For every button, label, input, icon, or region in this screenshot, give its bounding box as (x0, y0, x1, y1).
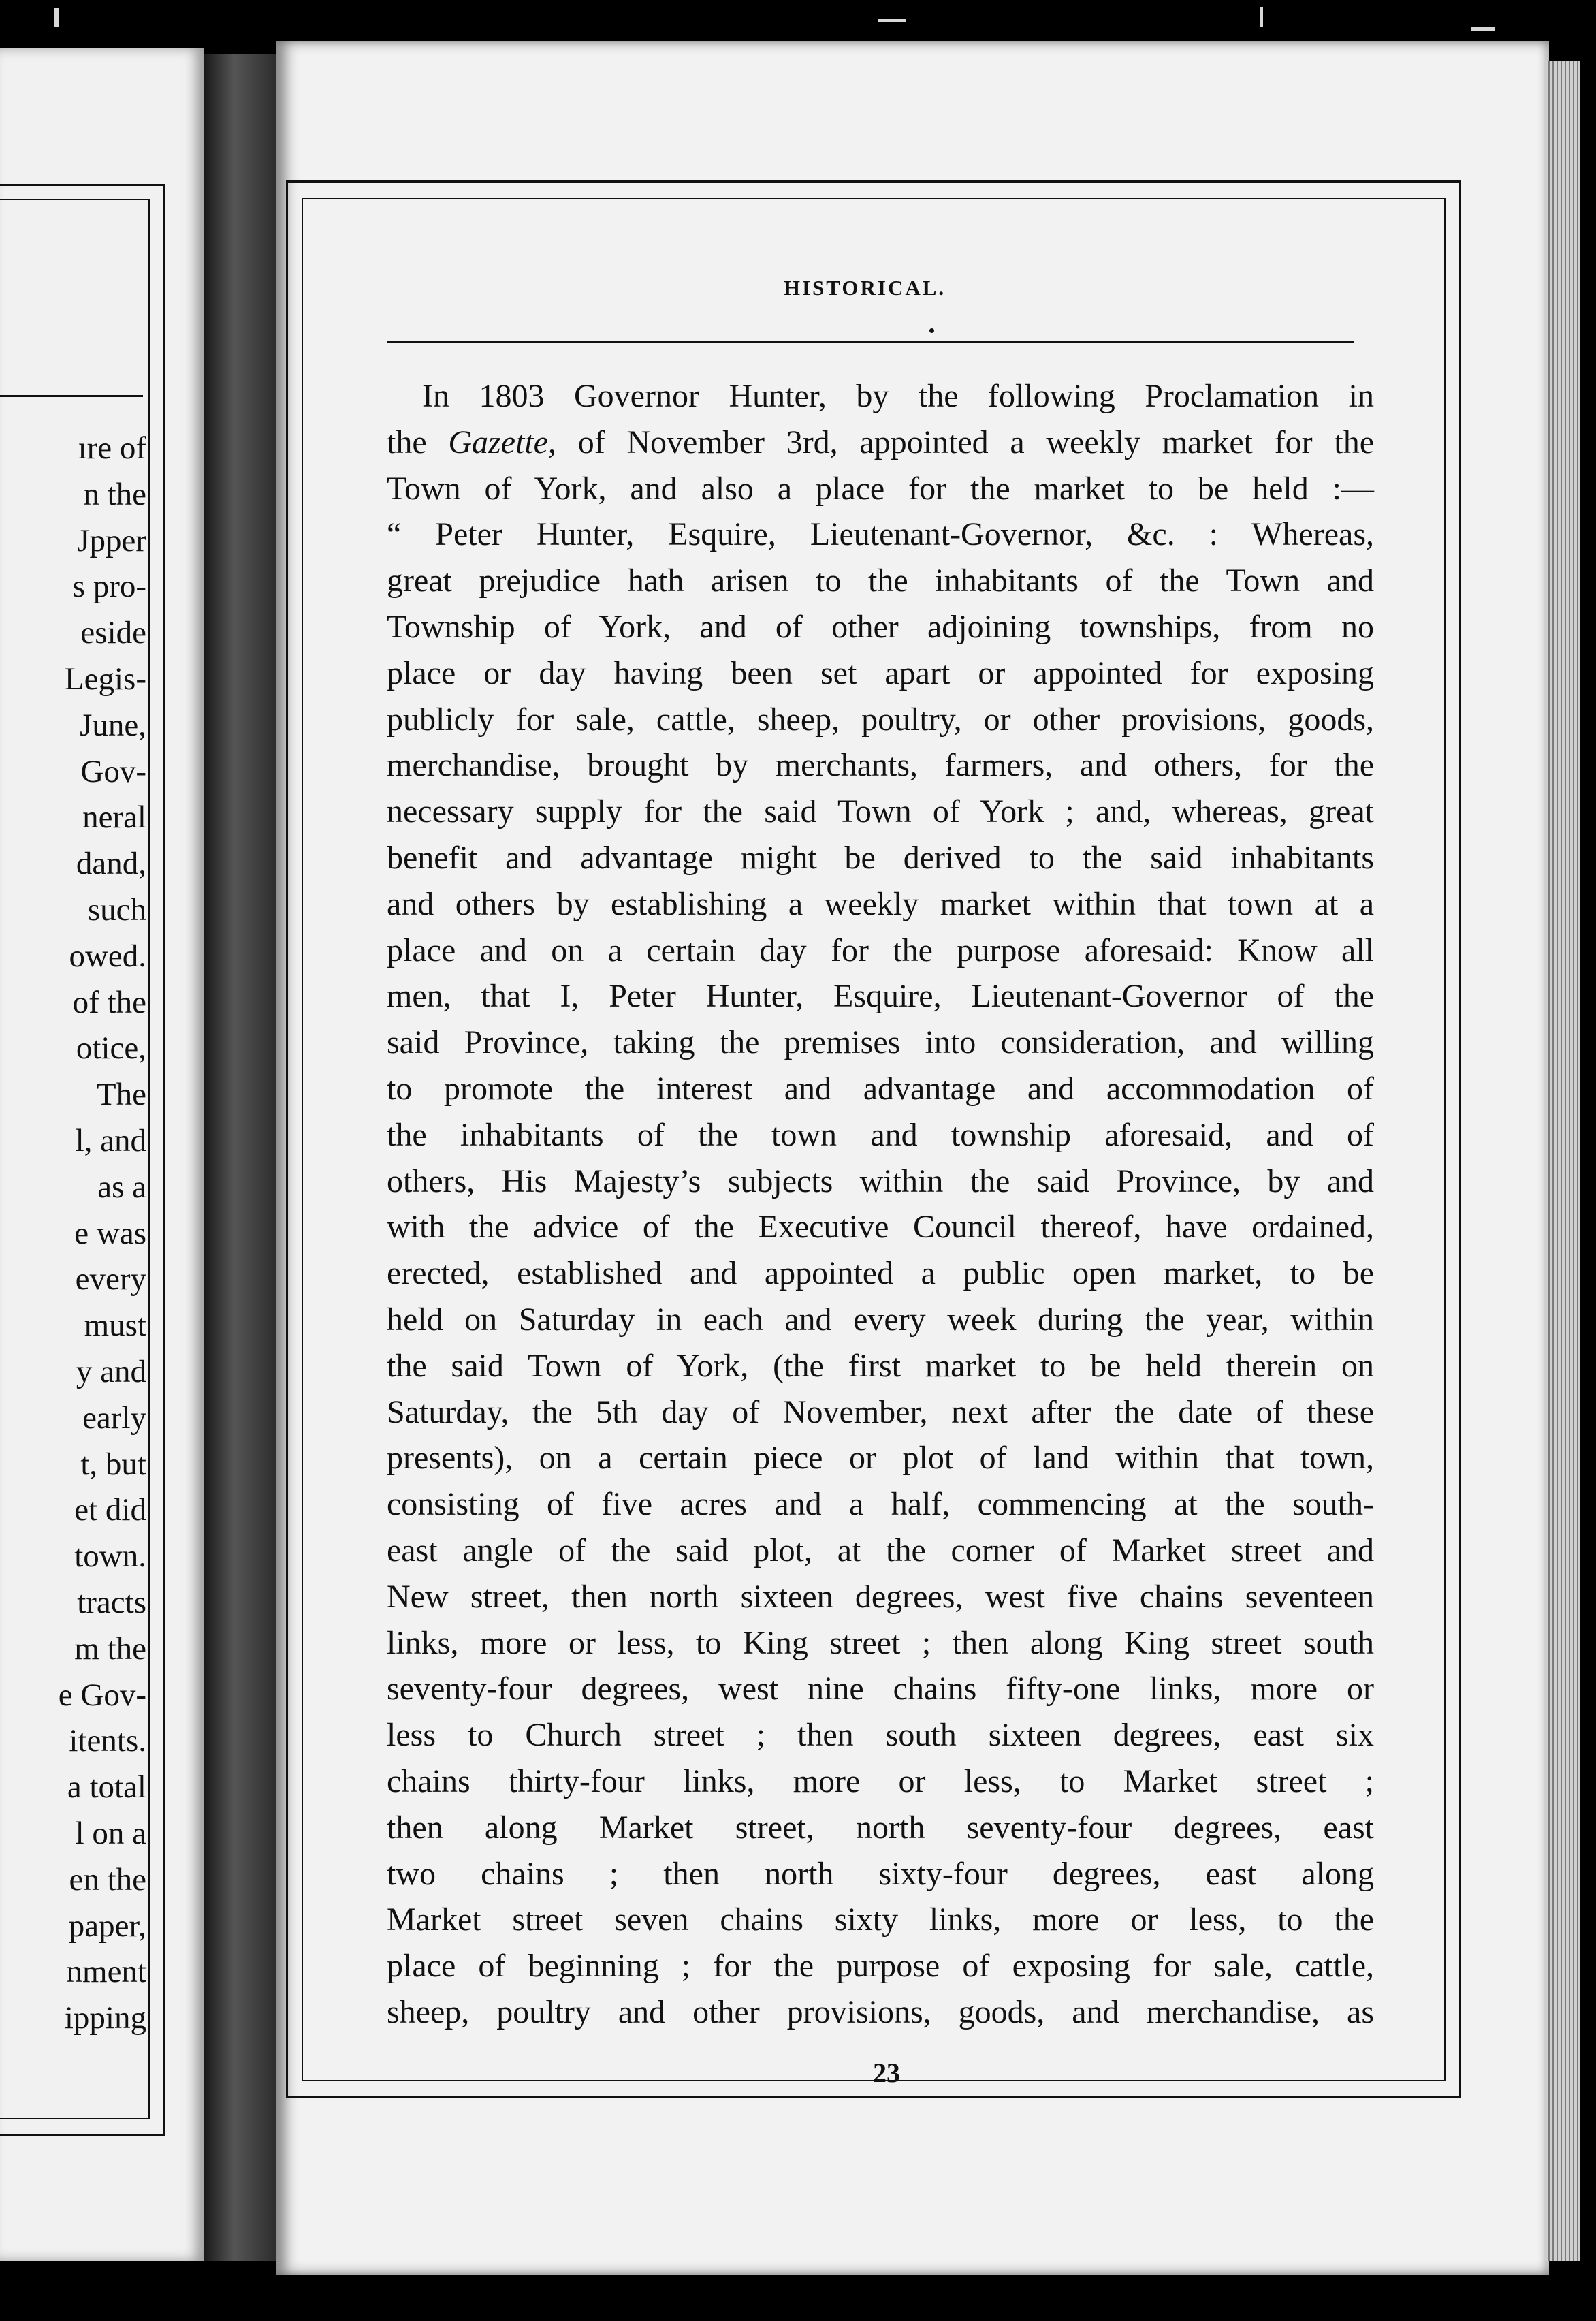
body-line: In 1803 Governor Hunter, by the following Proclamation in (422, 378, 1374, 414)
body-line: publicly for sale, cattle, sheep, poultry, or other provisions, goods, (387, 701, 1374, 738)
left-page-line: e was (74, 1215, 146, 1251)
left-page-line: of the (72, 984, 146, 1020)
left-facing-page (0, 48, 204, 2261)
body-line: others, His Majesty’s subjects within the said Province, by and (387, 1163, 1374, 1199)
body-line: held on Saturday in each and every week during the year, within (387, 1301, 1374, 1338)
body-line: Saturday, the 5th day of November, next after the date of these (387, 1393, 1374, 1430)
left-page-line: en the (69, 1861, 146, 1897)
page-edges (1546, 61, 1580, 2261)
left-page-line: nment (66, 1954, 146, 1990)
body-line: place of beginning ; for the purpose of exposing for sale, cattle, (387, 1948, 1374, 1985)
left-page-line: t, but (80, 1446, 146, 1482)
running-head: HISTORICAL. (783, 276, 946, 300)
left-page-line: Gov- (80, 753, 146, 789)
body-line: necessary supply for the said Town of York ; and, whereas, great (387, 793, 1374, 830)
left-page-line: The (96, 1077, 146, 1113)
left-page-line: owed. (69, 938, 146, 974)
body-line: Town of York, and also a place for the market to be held :— (387, 470, 1374, 507)
body-line: consisting of five acres and a half, commencing at the south- (387, 1486, 1374, 1523)
left-page-line: l on a (75, 1815, 146, 1851)
left-page-line: n the (83, 476, 146, 512)
body-line: “ Peter Hunter, Esquire, Lieutenant-Governor, &c. : Whereas, (387, 516, 1374, 553)
left-page-line: every (75, 1261, 146, 1297)
head-rule (387, 341, 1354, 343)
scan-speck (1260, 7, 1263, 27)
body-line: east angle of the said plot, at the corner of Market street and (387, 1532, 1374, 1568)
body-line: to promote the interest and advantage and accommodation of (387, 1070, 1374, 1107)
body-line: said Province, taking the premises into consideration, and willing (387, 1024, 1374, 1061)
left-page-line: early (82, 1400, 146, 1436)
left-page-line: tracts (77, 1584, 146, 1620)
left-page-line: ipping (64, 2000, 146, 2036)
body-line: links, more or less, to King street ; then along King street south (387, 1624, 1374, 1661)
left-page-line: otice, (76, 1030, 146, 1067)
left-page-text-fragments (0, 426, 146, 2042)
body-line: Township of York, and of other adjoining townships, from no (387, 608, 1374, 645)
body-line: with the advice of the Executive Council thereof, have ordained, (387, 1209, 1374, 1246)
body-line: and others by establishing a weekly market within that town at a (387, 885, 1374, 922)
left-page-line: eside (80, 615, 146, 651)
left-page-line: l, and (75, 1122, 146, 1158)
body-line: two chains ; then north sixty-four degrees, east along (387, 1855, 1374, 1892)
left-page-line: Legis- (64, 661, 146, 697)
body-line: great prejudice hath arisen to the inhabitants of the Town and (387, 563, 1374, 599)
body-text (387, 373, 1374, 2036)
body-line: chains thirty-four links, more or less, to Market street ; (387, 1763, 1374, 1799)
body-line: erected, established and appointed a public open market, to be (387, 1255, 1374, 1292)
body-line: the inhabitants of the town and township aforesaid, and of (387, 1116, 1374, 1153)
body-line: men, that I, Peter Hunter, Esquire, Lieutenant-Governor of the (387, 978, 1374, 1015)
book-gutter (204, 54, 279, 2261)
left-page-line: s pro- (72, 569, 146, 605)
body-line: sheep, poultry and other provisions, goods, and merchandise, as (387, 1993, 1374, 2030)
body-line: less to Church street ; then south sixteen degrees, east six (387, 1717, 1374, 1754)
body-line: the said Town of York, (the first market to be held therein on (387, 1347, 1374, 1384)
head-ornament-dot (929, 328, 934, 333)
body-line: Market street seven chains sixty links, more or less, to the (387, 1901, 1374, 1938)
body-line: then along Market street, north seventy-four degrees, east (387, 1809, 1374, 1846)
left-page-line: itents. (69, 1723, 146, 1759)
left-page-line: such (87, 891, 146, 928)
left-page-line: e Gov- (58, 1677, 146, 1713)
scan-speck (54, 8, 59, 27)
body-line: place or day having been set apart or appointed for exposing (387, 654, 1374, 691)
body-line: benefit and advantage might be derived to the said inhabitants (387, 839, 1374, 876)
body-line: the Gazette, of November 3rd, appointed a weekly market for the (387, 424, 1375, 460)
left-page-line: Jpper (77, 522, 146, 558)
left-page-line: a total (67, 1769, 146, 1805)
left-page-line: town. (74, 1538, 146, 1575)
scan-speck (878, 19, 906, 22)
left-page-line: y and (76, 1353, 146, 1389)
left-page-line: ıre of (78, 430, 146, 466)
body-line: New street, then north sixteen degrees, west five chains seventeen (387, 1578, 1374, 1615)
body-line: seventy-four degrees, west nine chains fifty-one links, more or (387, 1671, 1374, 1707)
body-line: place and on a certain day for the purpose aforesaid: Know all (387, 932, 1374, 968)
left-page-line: dand, (76, 846, 146, 882)
page-number: 23 (873, 2057, 900, 2088)
left-page-line: m the (74, 1630, 146, 1667)
left-page-line: paper, (68, 1908, 146, 1944)
body-line: merchandise, brought by merchants, farmers, and others, for the (387, 747, 1374, 784)
left-page-line: neral (82, 800, 146, 836)
left-page-head-rule (0, 395, 143, 397)
left-page-line: must (84, 1308, 146, 1344)
left-page-line: June, (80, 707, 146, 743)
left-page-line: as a (97, 1169, 146, 1205)
body-line: presents), on a certain piece or plot of land within that town, (387, 1440, 1374, 1477)
scan-speck (1471, 27, 1495, 31)
left-page-line: et did (74, 1492, 146, 1528)
